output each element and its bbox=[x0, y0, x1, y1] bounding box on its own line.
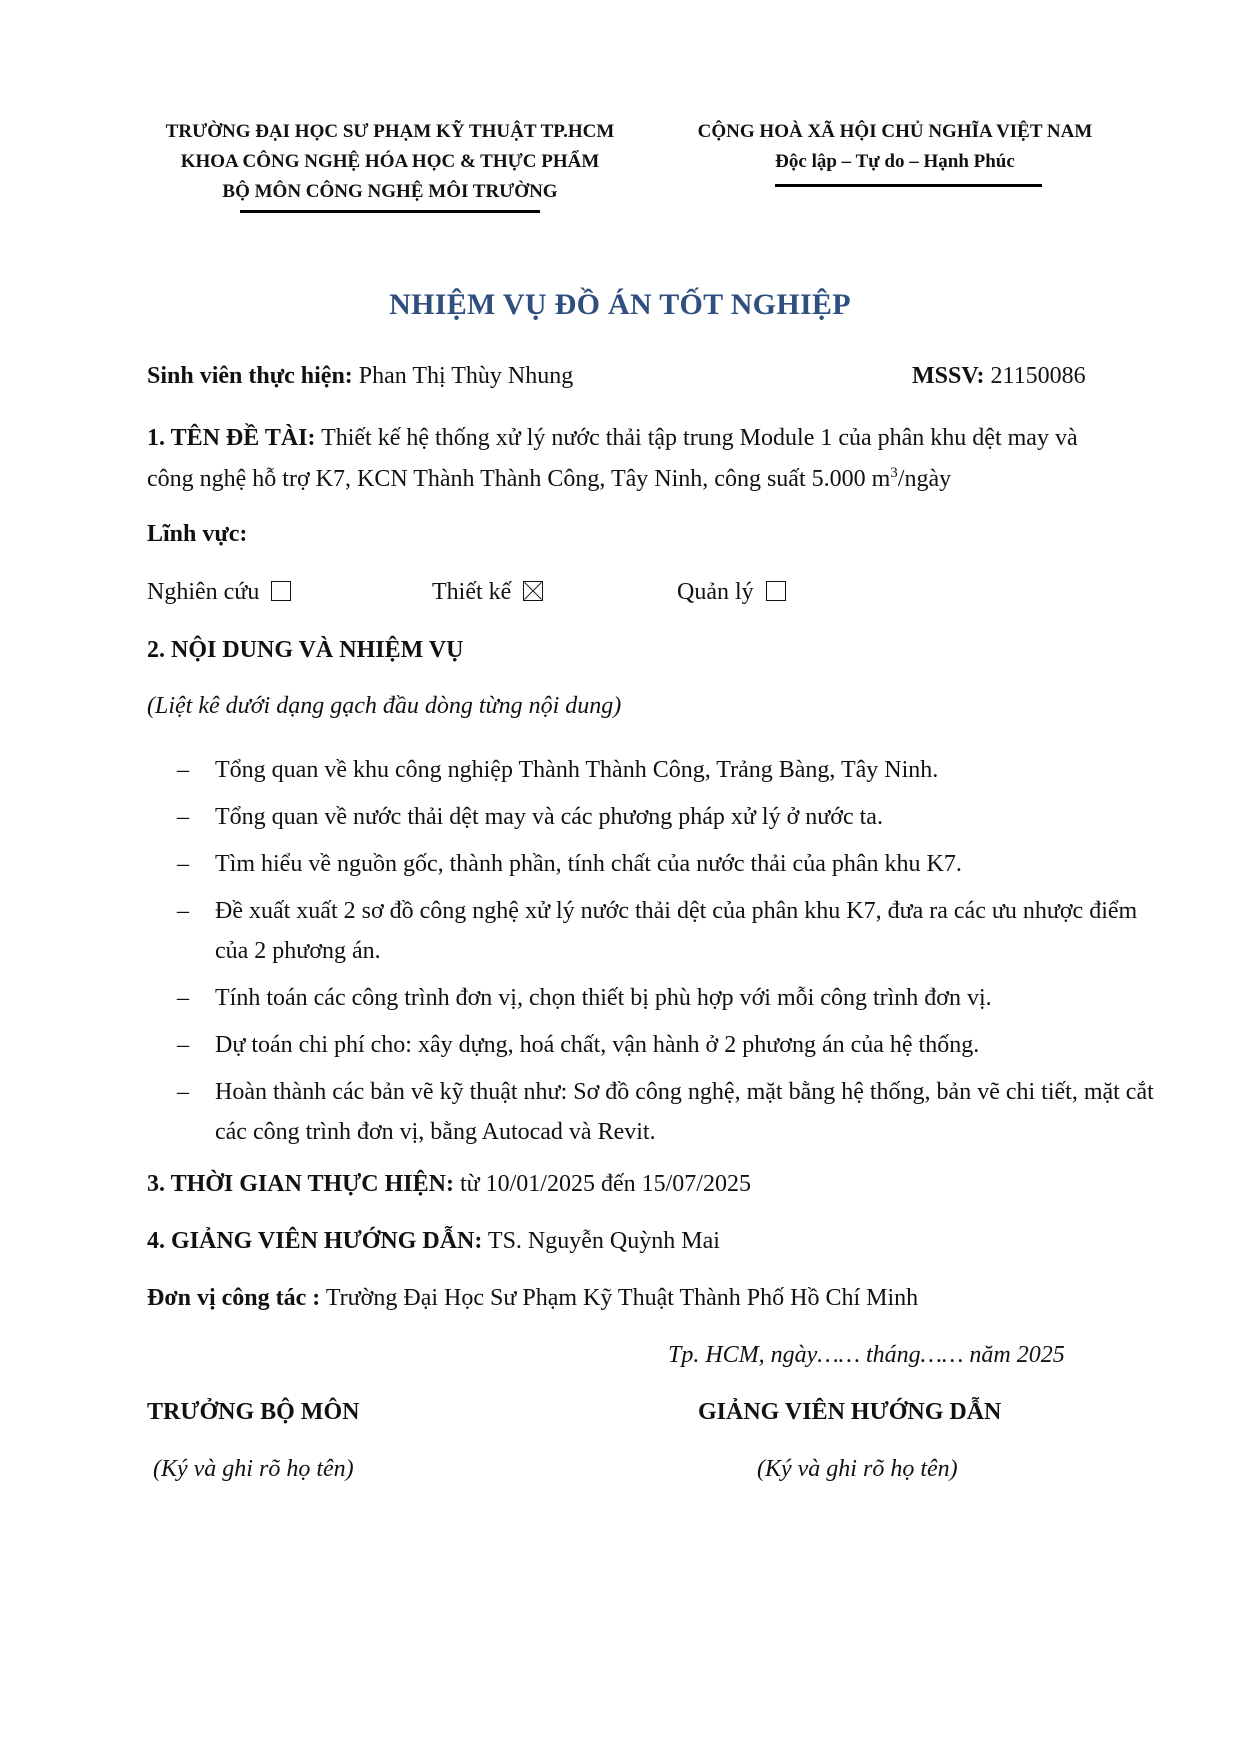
dash-bullet-icon: – bbox=[177, 985, 189, 1011]
header-left-divider bbox=[240, 210, 540, 213]
list-item: – Dự toán chi phí cho: xây dựng, hoá chất, vận hành ở 2 phương án của hệ thống. bbox=[177, 1025, 1165, 1065]
student-label: Sinh viên thực hiện: bbox=[147, 363, 353, 389]
signature-right-title: GIẢNG VIÊN HƯỚNG DẪN bbox=[698, 1399, 1002, 1425]
list-item: – Đề xuất xuất 2 sơ đồ công nghệ xử lý nước thải dệt của phân khu K7, đưa ra các ưu nhược điểm của 2 phương án. bbox=[177, 891, 1165, 971]
institution-header bbox=[140, 117, 640, 207]
field-option-management[interactable] bbox=[677, 572, 786, 612]
workplace-value: Trường Đại Học Sư Phạm Kỹ Thuật Thành Phố Hồ Chí Minh bbox=[320, 1285, 919, 1311]
student-id: 21150086 bbox=[984, 363, 1086, 389]
field-option-research[interactable] bbox=[147, 572, 291, 612]
field-label: Lĩnh vực: bbox=[147, 521, 248, 547]
topic-text-end: /ngày bbox=[897, 466, 952, 492]
department-name: BỘ MÔN CÔNG NGHỆ MÔI TRƯỜNG bbox=[222, 181, 558, 202]
dash-bullet-icon: – bbox=[177, 1079, 189, 1105]
university-name: TRƯỜNG ĐẠI HỌC SƯ PHẠM KỸ THUẬT TP.HCM bbox=[165, 121, 615, 142]
national-motto: Độc lập – Tự do – Hạnh Phúc bbox=[775, 151, 1015, 172]
topic-label: 1. TÊN ĐỀ TÀI: bbox=[147, 425, 316, 451]
list-item: – Tổng quan về khu công nghiệp Thành Thành Công, Trảng Bàng, Tây Ninh. bbox=[177, 750, 1165, 790]
content-note: (Liệt kê dưới dạng gạch đầu dòng từng nội dung) bbox=[147, 693, 622, 719]
content-heading: 2. NỘI DUNG VÀ NHIỆM VỤ bbox=[147, 637, 464, 663]
topic-superscript: 3 bbox=[890, 465, 898, 481]
option-label: Thiết kế bbox=[432, 579, 512, 605]
document-title: NHIỆM VỤ ĐỒ ÁN TỐT NGHIỆP bbox=[389, 288, 851, 321]
checkbox-checked-icon[interactable] bbox=[523, 581, 543, 601]
advisor-label: 4. GIẢNG VIÊN HƯỚNG DẪN: bbox=[147, 1228, 483, 1254]
student-id-line bbox=[912, 356, 1086, 396]
dash-bullet-icon: – bbox=[177, 851, 189, 877]
advisor-line bbox=[147, 1221, 720, 1261]
dash-bullet-icon: – bbox=[177, 1032, 189, 1058]
student-line bbox=[147, 356, 573, 396]
time-line bbox=[147, 1164, 751, 1204]
date-line: Tp. HCM, ngày…… tháng…… năm 2025 bbox=[668, 1342, 1065, 1368]
signature-right-note: (Ký và ghi rõ họ tên) bbox=[757, 1456, 958, 1482]
list-item: – Hoàn thành các bản vẽ kỹ thuật như: Sơ đồ công nghệ, mặt bằng hệ thống, bản vẽ chi tiết, mặt cắt các công trình đơn vị, bằng Autocad và Revit. bbox=[177, 1072, 1165, 1152]
student-name: Phan Thị Thùy Nhung bbox=[352, 363, 574, 389]
checkbox-unchecked-icon[interactable] bbox=[766, 581, 786, 601]
checkbox-unchecked-icon[interactable] bbox=[271, 581, 291, 601]
topic-text: Thiết kế hệ thống xử lý nước thải tập trung Module 1 của phân khu dệt may và công nghệ hỗ trợ K7, KCN Thành Thành Công, Tây Ninh, công suất 5.000 m bbox=[147, 425, 1078, 492]
signature-left-title: TRƯỞNG BỘ MÔN bbox=[147, 1399, 360, 1425]
time-value: từ 10/01/2025 đến 15/07/2025 bbox=[453, 1171, 751, 1197]
field-option-design[interactable] bbox=[432, 572, 543, 612]
dash-bullet-icon: – bbox=[177, 898, 189, 924]
option-label: Nghiên cứu bbox=[147, 579, 260, 605]
list-item: – Tìm hiểu về nguồn gốc, thành phần, tính chất của nước thải của phân khu K7. bbox=[177, 844, 1165, 884]
faculty-name: KHOA CÔNG NGHỆ HÓA HỌC & THỰC PHẨM bbox=[180, 151, 600, 172]
list-item: – Tính toán các công trình đơn vị, chọn thiết bị phù hợp với mỗi công trình đơn vị. bbox=[177, 978, 1165, 1018]
workplace-label: Đơn vị công tác : bbox=[147, 1285, 321, 1311]
list-item: – Tổng quan về nước thải dệt may và các phương pháp xử lý ở nước ta. bbox=[177, 797, 1165, 837]
header-right-divider bbox=[775, 184, 1042, 187]
student-id-label: MSSV: bbox=[912, 363, 985, 389]
time-label: 3. THỜI GIAN THỰC HIỆN: bbox=[147, 1171, 454, 1197]
advisor-value: TS. Nguyễn Quỳnh Mai bbox=[482, 1228, 720, 1254]
dash-bullet-icon: – bbox=[177, 804, 189, 830]
topic-paragraph bbox=[147, 418, 1127, 500]
national-header bbox=[670, 117, 1120, 177]
workplace-line bbox=[147, 1278, 918, 1318]
option-label: Quản lý bbox=[677, 579, 754, 605]
country-name: CỘNG HOÀ XÃ HỘI CHỦ NGHĨA VIỆT NAM bbox=[697, 121, 1093, 142]
dash-bullet-icon: – bbox=[177, 757, 189, 783]
signature-left-note: (Ký và ghi rõ họ tên) bbox=[153, 1456, 354, 1482]
